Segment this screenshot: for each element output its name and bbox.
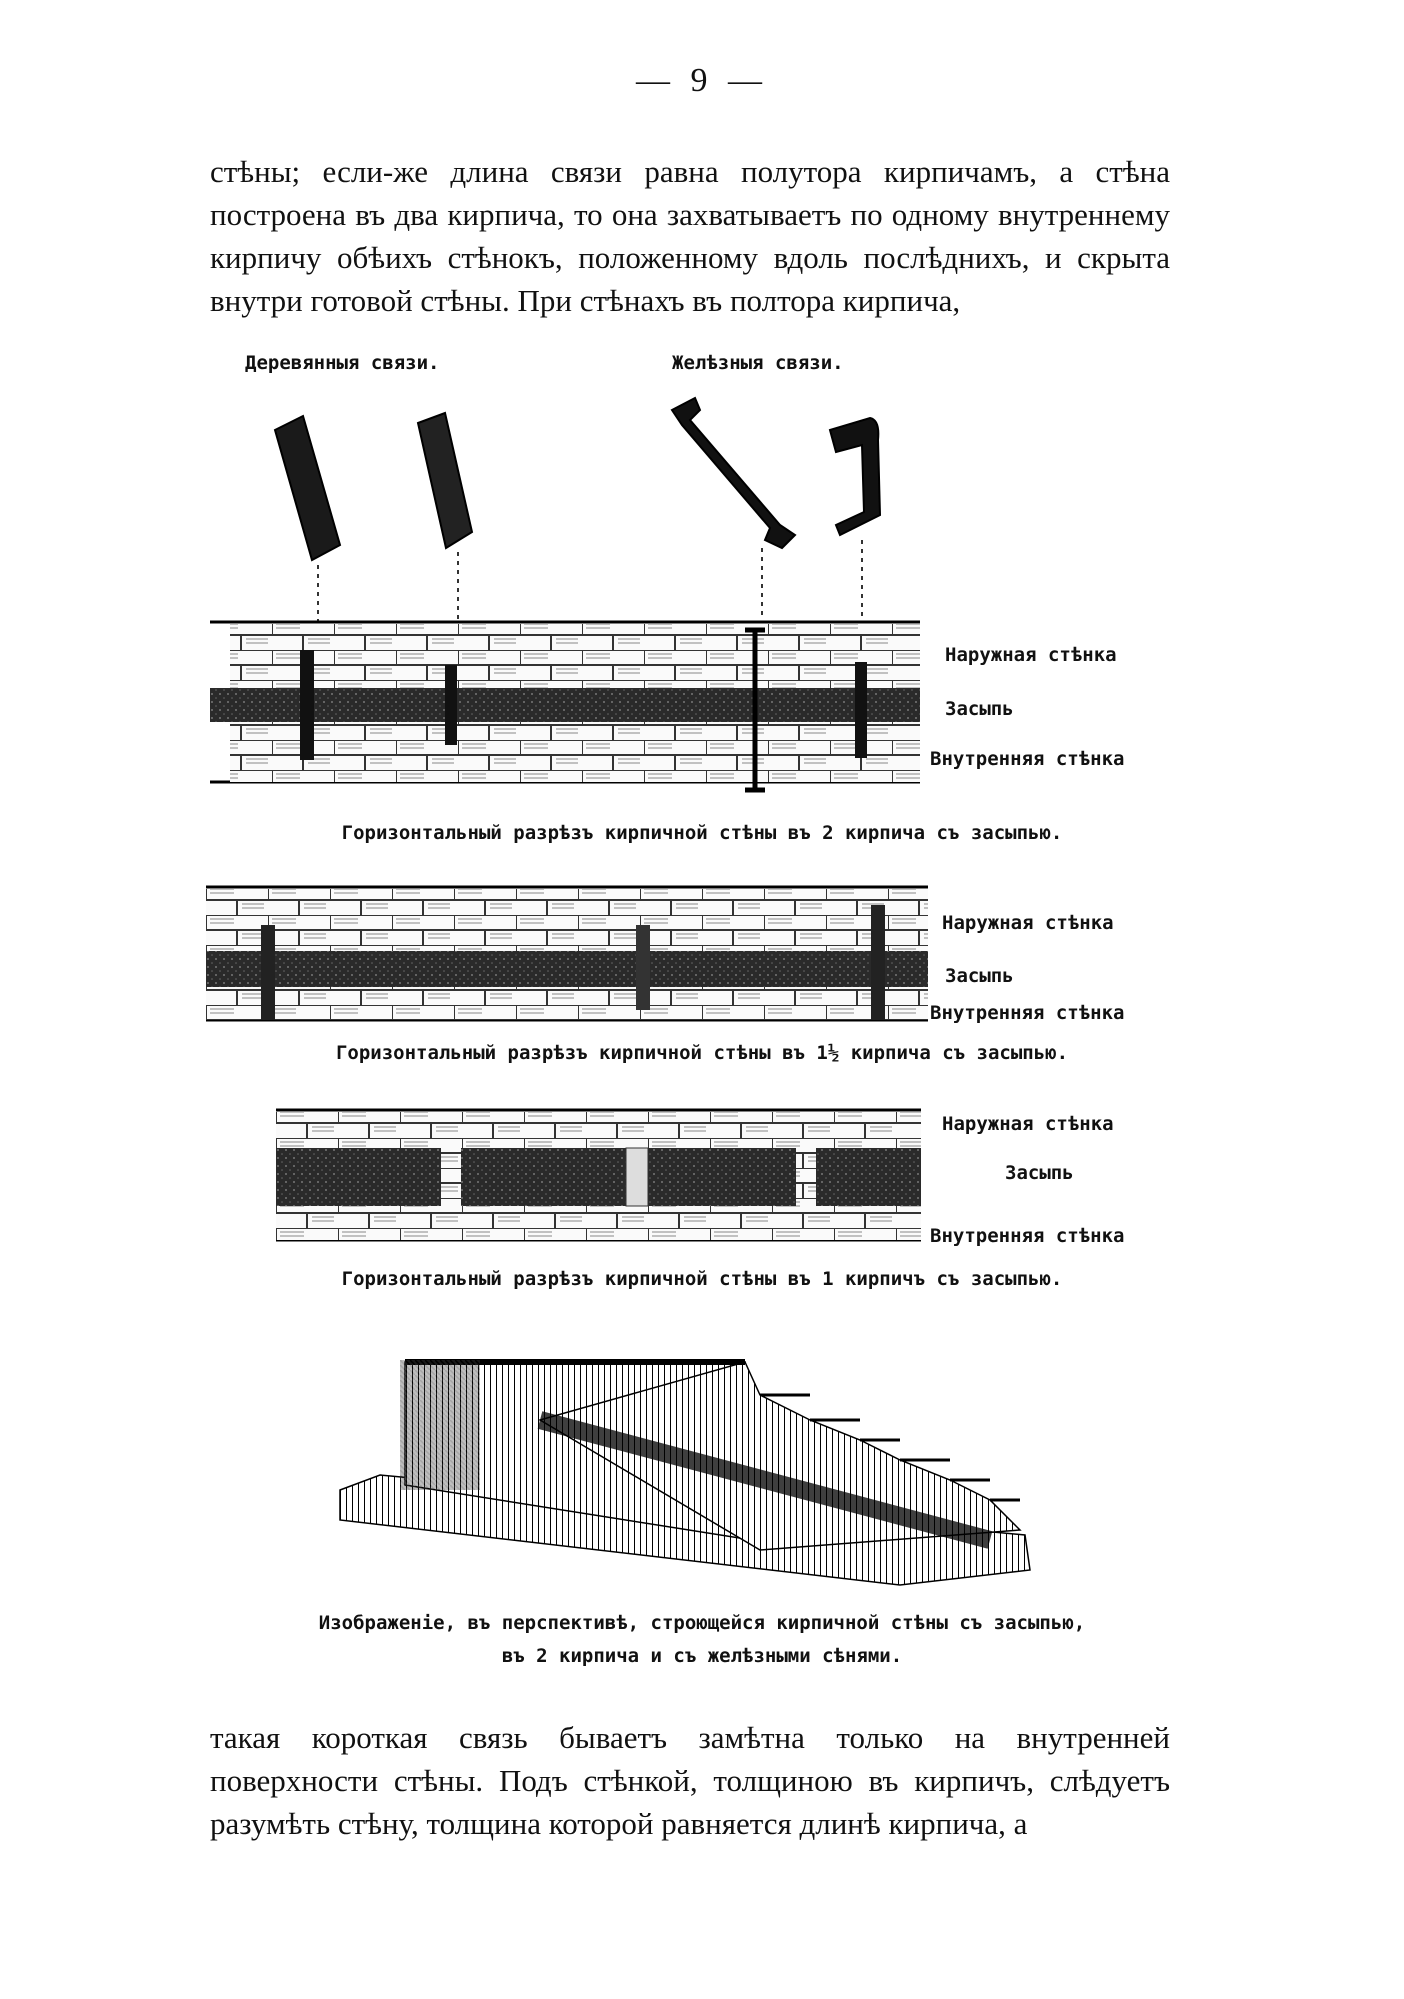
- fig1-inner-label: Внутренняя стѣнка: [930, 748, 1125, 770]
- iron-tie-1: [672, 398, 795, 548]
- iron-tie-2: [830, 418, 880, 535]
- fig3-inner-label: Внутренняя стѣнка: [930, 1225, 1125, 1247]
- page-number: — 9 —: [636, 62, 768, 99]
- fig1-caption: Горизонтальный разрѣзъ кирпичной стѣны въ 2 кирпича съ засыпью.: [341, 822, 1063, 844]
- fig1-fill-label: Засыпь: [945, 698, 1014, 720]
- label-wooden-ties: Деревянныя связи.: [245, 352, 440, 374]
- paragraph-top-text: стѣны; если-же длина связи равна полутора кирпичамъ, а стѣна построена въ два кирпича, то она захватываетъ по одному внутреннему кирпичу обѣихъ стѣнокъ, положенному вдоль послѣднихъ, и скрыта внутри готовой стѣны. При стѣнахъ въ полтора кирпича,: [210, 154, 1170, 318]
- label-iron-ties: Желѣзныя связи.: [672, 352, 844, 374]
- section-one-brick: [276, 1108, 926, 1248]
- paragraph-bottom-text: такая короткая связь бываетъ замѣтна только на внутренней поверхности стѣны. Подъ стѣнкой, толщиною въ кирпичъ, слѣдуетъ разумѣть стѣну, толщина которой равняется длинѣ кирпича, а: [210, 1720, 1170, 1841]
- fig3-outer-label: Наружная стѣнка: [942, 1113, 1114, 1135]
- fig1-outer-label: Наружная стѣнка: [945, 644, 1117, 666]
- section-two-bricks: [210, 620, 930, 790]
- paragraph-bottom: [210, 1716, 1170, 1845]
- wooden-tie-1: [275, 416, 340, 560]
- section-one-and-half-bricks: [206, 885, 926, 1025]
- fig3-fill-label: Засыпь: [1005, 1162, 1074, 1184]
- fig4-caption-line1: Изображеніе, въ перспективѣ, строющейся кирпичной стѣны съ засыпью,: [318, 1612, 1086, 1634]
- wooden-tie-2: [418, 413, 472, 548]
- fig2-outer-label: Наружная стѣнка: [942, 912, 1114, 934]
- fig2-fill-label: Засыпь: [945, 965, 1014, 987]
- fig4-caption-line2: въ 2 кирпича и съ желѣзными сѣнями.: [501, 1645, 903, 1667]
- fig3-caption: Горизонтальный разрѣзъ кирпичной стѣны въ 1 кирпичъ съ засыпью.: [341, 1268, 1063, 1290]
- fig2-caption: Горизонтальный разрѣзъ кирпичной стѣны въ 1½ кирпича съ засыпью.: [335, 1042, 1069, 1064]
- fig2-inner-label: Внутренняя стѣнка: [930, 1002, 1125, 1024]
- wall-perspective-illustration: [340, 1340, 1040, 1600]
